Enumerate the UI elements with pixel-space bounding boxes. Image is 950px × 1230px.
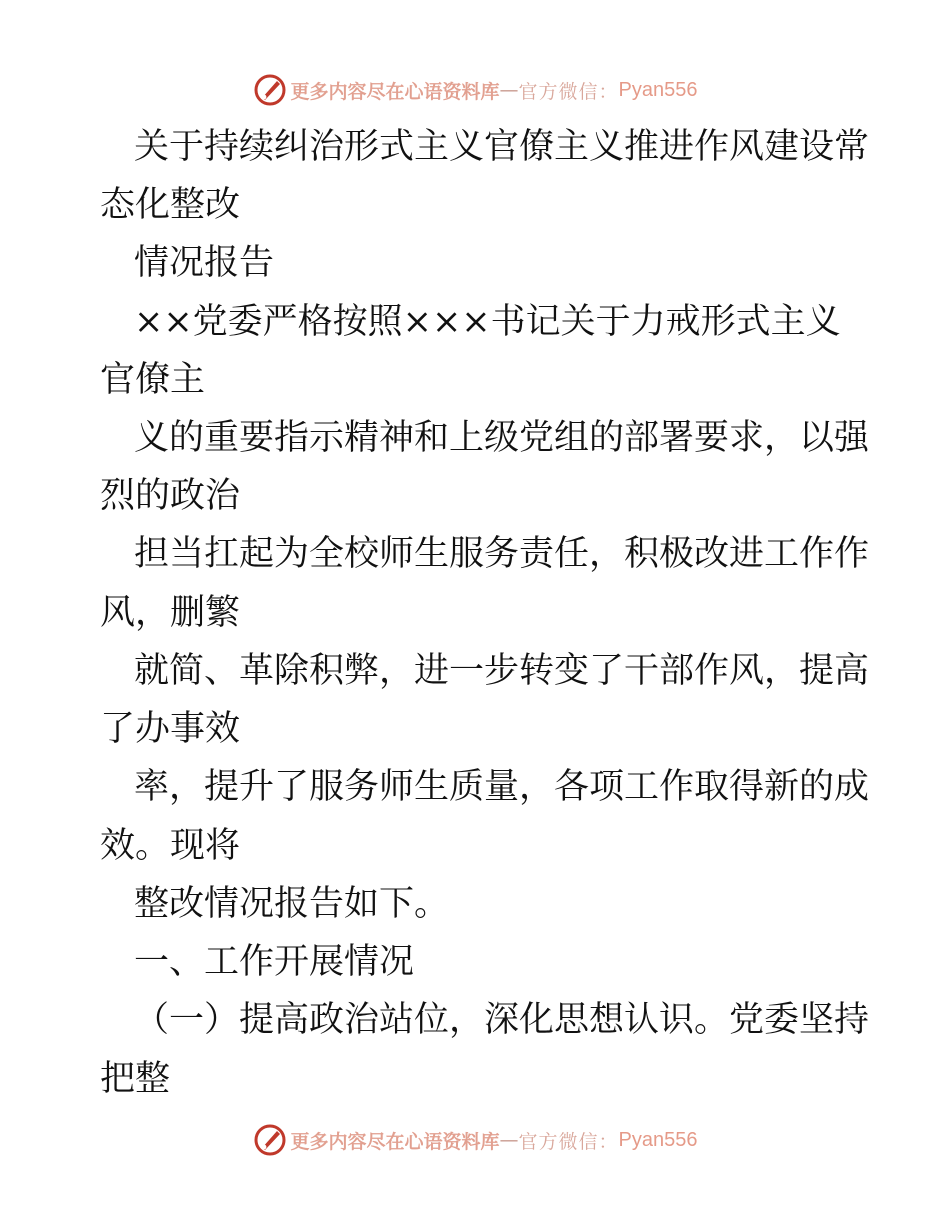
text-line: 官僚主 xyxy=(100,360,206,400)
banner-main-text: 更多内容尽在心语资料库 xyxy=(290,1130,500,1153)
text-line: （一）提高政治站位，深化思想认识。党委坚持 xyxy=(134,1000,870,1040)
text-line: 关于持续纠治形式主义官僚主义推进作风建设常 xyxy=(134,127,870,167)
text-line: 了办事效 xyxy=(100,709,241,749)
banner-wechat-id: Pyan556 xyxy=(618,1128,698,1151)
banner-wechat-label: 官方微信： xyxy=(518,1130,619,1153)
banner-wechat-id: Pyan556 xyxy=(618,78,698,101)
text-line: 效。现将 xyxy=(100,826,241,866)
banner-main-text: 更多内容尽在心语资料库 xyxy=(290,80,500,103)
quill-logo-icon xyxy=(253,1123,287,1157)
text-line: 风，删繁 xyxy=(100,593,241,633)
text-line: 情况报告 xyxy=(134,243,275,283)
text-line: ××党委严格按照×××书记关于力戒形式主义 xyxy=(134,302,841,342)
text-line: 把整 xyxy=(100,1059,171,1099)
text-line: 就简、革除积弊，进一步转变了干部作风，提高 xyxy=(134,651,870,691)
text-line: 担当扛起为全校师生服务责任，积极改进工作作 xyxy=(134,534,870,574)
banner-dash: — xyxy=(499,1129,519,1151)
banner-wechat-label: 官方微信： xyxy=(518,80,619,103)
banner-dash: — xyxy=(499,79,519,101)
section-heading: 一、工作开展情况 xyxy=(134,942,415,982)
footer-watermark-banner xyxy=(0,1120,950,1160)
text-line: 烈的政治 xyxy=(100,476,241,516)
text-line: 义的重要指示精神和上级党组的部署要求，以强 xyxy=(134,418,870,458)
text-line: 态化整改 xyxy=(100,185,241,225)
text-line: 整改情况报告如下。 xyxy=(134,884,450,924)
text-line: 率，提升了服务师生质量，各项工作取得新的成 xyxy=(134,767,870,807)
